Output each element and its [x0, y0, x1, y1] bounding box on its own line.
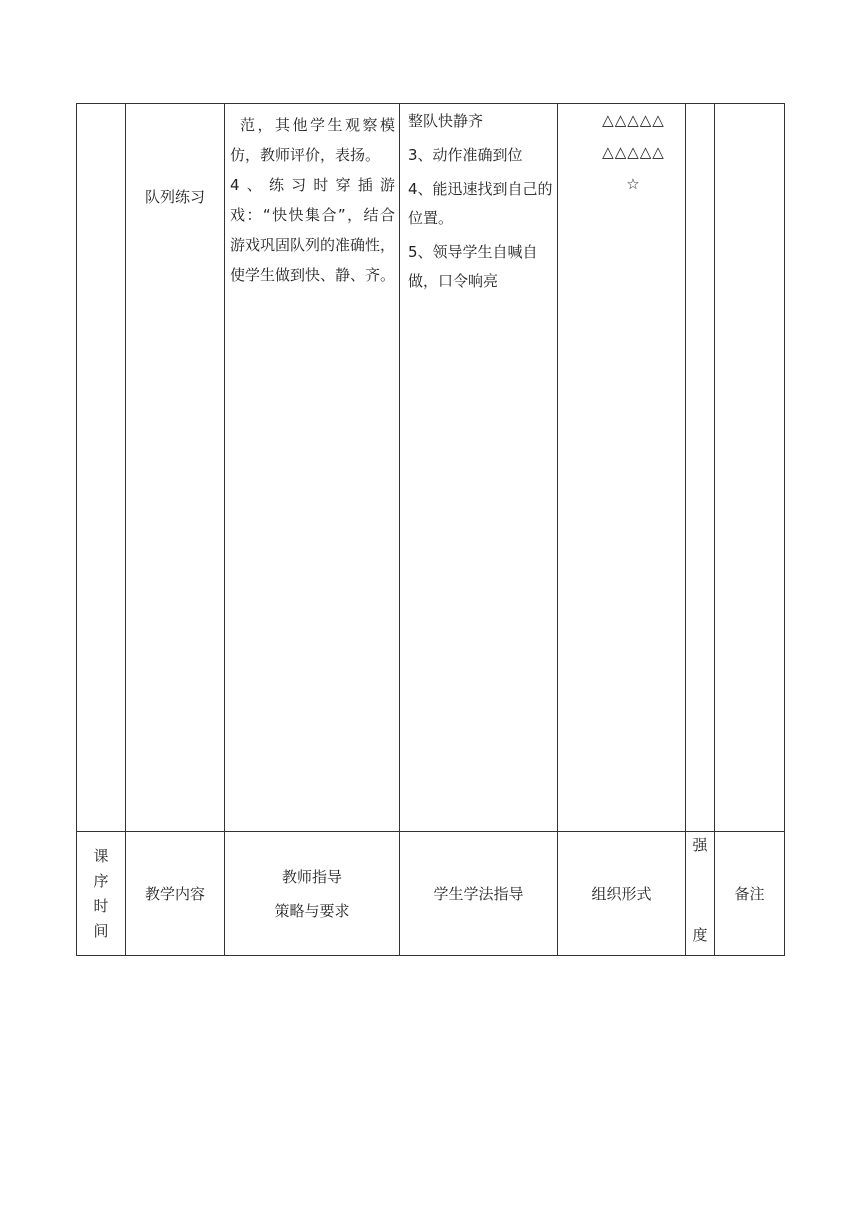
formation-line-1: △△△△△ [602, 111, 665, 129]
header-row [77, 832, 785, 956]
header-teacher-line-2: 策略与要求 [274, 901, 350, 920]
header-time-char-3: 时 [93, 896, 109, 915]
header-intensity-char-1: 强 [692, 836, 708, 854]
header-note: 备注 [715, 832, 785, 956]
header-student: 学生学法指导 [400, 832, 558, 956]
student-guidance-cell [400, 104, 558, 832]
student-text-1: 整队快静齐 [408, 112, 484, 130]
student-text-2: 3、动作准确到位 [408, 146, 523, 164]
header-time-char-2: 序 [93, 871, 109, 890]
content-text: 队列练习 [144, 188, 205, 206]
student-text-4: 5、领导学生自喊自做，口令响亮 [408, 243, 538, 290]
intensity-cell [686, 104, 715, 832]
formation-cell [558, 104, 686, 832]
formation-teacher-marker: ☆ [626, 175, 641, 193]
header-time [77, 832, 126, 956]
teacher-guidance-cell [225, 104, 400, 832]
header-teacher-line-1: 教师指导 [281, 867, 342, 886]
student-text-3: 4、能迅速找到自己的位置。 [408, 180, 553, 227]
formation-line-2: △△△△△ [602, 143, 665, 161]
time-cell [77, 104, 126, 832]
teacher-text-1: 范，其他学生观察模仿，教师评价，表扬。 [230, 116, 395, 164]
note-cell [715, 104, 785, 832]
teacher-text-2: 4、练习时穿插游戏：“快快集合”，结合游戏巩固队列的准确性，使学生做到快、静、齐。 [230, 176, 396, 284]
header-intensity-char-2: 度 [692, 926, 708, 944]
content-cell [126, 104, 225, 832]
header-time-char-1: 课 [93, 846, 109, 865]
header-content: 教学内容 [126, 832, 225, 956]
header-teacher [225, 832, 400, 956]
header-org: 组织形式 [558, 832, 686, 956]
header-time-char-4: 间 [93, 921, 109, 940]
lesson-plan-table [76, 103, 785, 956]
lesson-row [77, 104, 785, 832]
header-intensity [686, 832, 715, 956]
